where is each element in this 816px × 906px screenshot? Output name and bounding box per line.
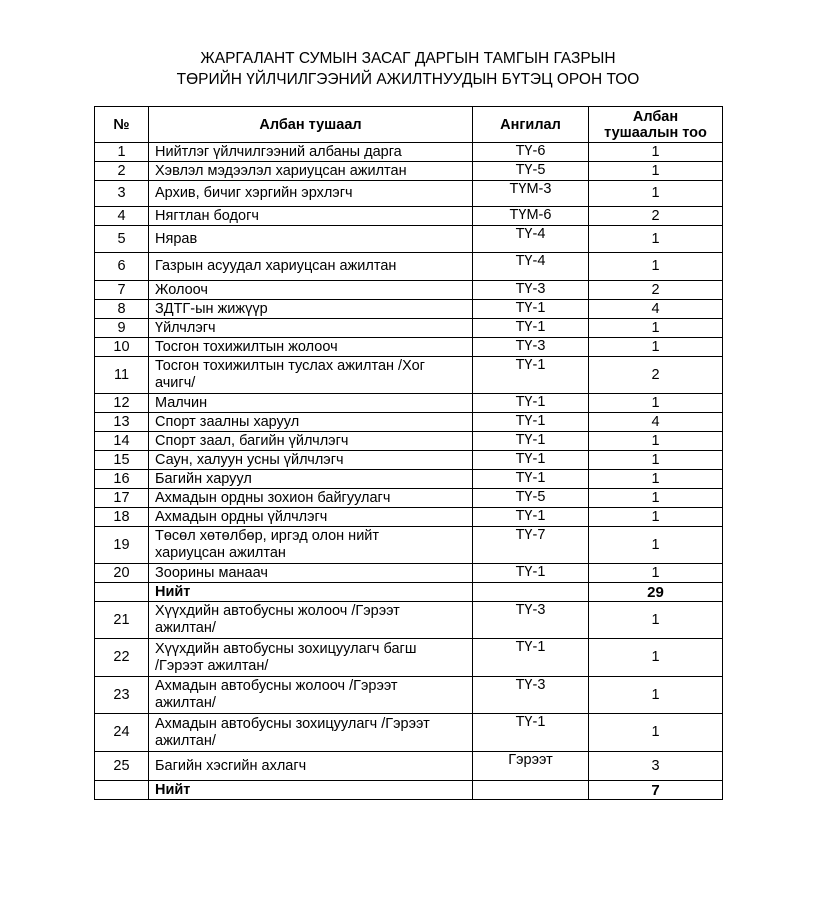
row-category: ТҮ-1 [473,639,589,677]
row-category: ТҮ-3 [473,602,589,639]
table-row [95,143,723,162]
row-count: 1 [589,489,723,508]
row-category: Гэрээт [473,752,589,781]
row-number: 12 [95,394,149,413]
position-line-1: Малчин [155,394,208,411]
total-count: 29 [589,583,723,602]
position-line-1: Тосгон тохижилтын жолооч [155,338,338,355]
position-line-1: ЗДТГ-ын жижүүр [155,300,268,317]
row-number: 20 [95,564,149,583]
table-row [95,639,723,677]
header-number: № [95,107,149,143]
row-count: 1 [589,338,723,357]
row-count: 1 [589,162,723,181]
table-row [95,489,723,508]
row-position [149,470,473,489]
row-count: 1 [589,714,723,752]
position-line-1: Спорт заалны харуул [155,413,300,430]
table-row [95,602,723,639]
table-row [95,564,723,583]
row-category: ТҮ-1 [473,564,589,583]
position-line-1: Зоорины манаач [155,564,268,581]
row-category: ТҮ-1 [473,451,589,470]
row-category: ТҮ-1 [473,470,589,489]
position-line-1: Үйлчлэгч [155,319,216,336]
table-row [95,677,723,714]
row-position [149,357,473,394]
header-count-line-1: Албан [632,108,679,125]
position-line-2: хариуцсан ажилтан [155,545,286,561]
row-position [149,300,473,319]
table-row [95,394,723,413]
total-row [95,583,723,602]
row-category: ТҮ-1 [473,319,589,338]
table-row [95,253,723,281]
row-category: ТҮ-1 [473,357,589,394]
table-header-row [95,107,723,143]
row-count: 4 [589,413,723,432]
row-category: ТҮМ-3 [473,181,589,207]
row-category: ТҮМ-6 [473,207,589,226]
table-row [95,508,723,527]
row-count: 1 [589,451,723,470]
row-count: 2 [589,281,723,300]
position-line-1: Газрын асуудал хариуцсан ажилтан [155,258,397,274]
position-line-1: Спорт заал, багийн үйлчлэгч [155,432,349,449]
row-count: 1 [589,226,723,253]
position-line-1: Жолооч [155,281,208,298]
table-row [95,413,723,432]
row-position [149,181,473,207]
row-count: 1 [589,394,723,413]
table-row [95,714,723,752]
row-position [149,281,473,300]
table-row [95,451,723,470]
header-category: Ангилал [473,107,589,143]
row-number: 15 [95,451,149,470]
position-line-1: Багийн харуул [155,470,252,487]
row-category: ТҮ-6 [473,143,589,162]
table-row [95,207,723,226]
row-category: ТҮ-4 [473,253,589,281]
title-line-1: ЖАРГАЛАНТ СУМЫН ЗАСАГ ДАРГЫН ТАМГЫН ГАЗРЫН [200,50,616,67]
position-line-1: Ахмадын ордны үйлчлэгч [155,508,328,525]
row-number: 14 [95,432,149,451]
row-position [149,489,473,508]
row-count: 1 [589,470,723,489]
position-line-1: Хүүхдийн автобусны жолооч /Гэрээт [155,603,400,619]
row-count: 1 [589,564,723,583]
position-line-1: Ахмадын автобусны зохицуулагч /Гэрээт [155,715,430,732]
row-position [149,752,473,781]
row-category: ТҮ-3 [473,677,589,714]
row-position [149,394,473,413]
row-position [149,413,473,432]
position-line-1: Хүүхдийн автобусны зохицуулагч багш [155,640,417,657]
row-position [149,451,473,470]
position-line-2: ачигч/ [155,375,196,391]
table-row [95,527,723,564]
row-number: 4 [95,207,149,226]
table-row [95,470,723,489]
row-category: ТҮ-1 [473,714,589,752]
row-position [149,527,473,564]
position-line-1: Нягтлан бодогч [155,207,259,224]
row-number: 18 [95,508,149,527]
row-count: 1 [589,677,723,714]
row-count: 1 [589,508,723,527]
row-number: 1 [95,143,149,162]
staff-table [94,106,723,800]
row-position [149,143,473,162]
total-label: Нийт [149,583,473,602]
row-count: 1 [589,253,723,281]
header-count-line-2: тушаалын тоо [604,124,707,141]
total-count: 7 [589,781,723,800]
table-row [95,432,723,451]
position-line-2: /Гэрээт ажилтан/ [155,657,269,674]
position-line-1: Нийтлэг үйлчилгээний албаны дарга [155,143,402,160]
position-line-1: Архив, бичиг хэргийн эрхлэгч [155,185,353,201]
row-number: 17 [95,489,149,508]
position-line-1: Саун, халуун усны үйлчлэгч [155,451,344,468]
row-category: ТҮ-3 [473,338,589,357]
row-count: 2 [589,207,723,226]
position-line-2: ажилтан/ [155,620,216,636]
row-category: ТҮ-5 [473,162,589,181]
table-row [95,357,723,394]
row-position [149,207,473,226]
row-count: 3 [589,752,723,781]
row-position [149,714,473,752]
position-line-1: Төсөл хөтөлбөр, иргэд олон нийт [155,528,380,544]
row-count: 1 [589,319,723,338]
row-position [149,338,473,357]
row-position [149,639,473,677]
row-number: 22 [95,639,149,677]
table-row [95,162,723,181]
row-category: ТҮ-1 [473,432,589,451]
row-position [149,162,473,181]
row-number: 25 [95,752,149,781]
position-line-2: ажилтан/ [155,732,216,749]
row-count: 1 [589,602,723,639]
row-count: 4 [589,300,723,319]
row-position [149,226,473,253]
title-line-2: ТӨРИЙН ҮЙЛЧИЛГЭЭНИЙ АЖИЛТНУУДЫН БҮТЭЦ ОРОН ТОО [176,71,640,88]
total-number-empty [95,583,149,602]
row-number: 7 [95,281,149,300]
row-count: 1 [589,143,723,162]
row-position [149,253,473,281]
table-row [95,300,723,319]
table-row [95,181,723,207]
row-category: ТҮ-1 [473,300,589,319]
position-line-1: Тосгон тохижилтын туслах ажилтан /Хог [155,358,425,374]
row-position [149,602,473,639]
row-count: 1 [589,639,723,677]
row-position [149,319,473,338]
document-title [0,48,816,90]
row-count: 1 [589,432,723,451]
table-row [95,319,723,338]
table-row [95,281,723,300]
table-row [95,752,723,781]
row-number: 16 [95,470,149,489]
row-count: 1 [589,181,723,207]
row-number: 9 [95,319,149,338]
position-line-1: Хэвлэл мэдээлэл хариуцсан ажилтан [155,162,407,179]
row-category: ТҮ-4 [473,226,589,253]
row-number: 23 [95,677,149,714]
header-position: Албан тушаал [149,107,473,143]
header-count [589,107,723,143]
row-number: 11 [95,357,149,394]
row-category: ТҮ-1 [473,508,589,527]
position-line-1: Нярав [155,230,198,247]
row-position [149,564,473,583]
row-category: ТҮ-7 [473,527,589,564]
table-row [95,226,723,253]
row-number: 5 [95,226,149,253]
row-number: 19 [95,527,149,564]
row-number: 13 [95,413,149,432]
row-number: 2 [95,162,149,181]
row-category: ТҮ-1 [473,413,589,432]
table-row [95,338,723,357]
row-number: 24 [95,714,149,752]
total-category-empty [473,583,589,602]
position-line-1: Багийн хэсгийн ахлагч [155,757,307,774]
total-row [95,781,723,800]
row-position [149,432,473,451]
row-count: 1 [589,527,723,564]
row-number: 6 [95,253,149,281]
total-number-empty [95,781,149,800]
position-line-1: Ахмадын автобусны жолооч /Гэрээт [155,678,398,694]
row-category: ТҮ-3 [473,281,589,300]
row-count: 2 [589,357,723,394]
row-number: 21 [95,602,149,639]
row-position [149,508,473,527]
total-category-empty [473,781,589,800]
position-line-2: ажилтан/ [155,695,216,711]
row-category: ТҮ-5 [473,489,589,508]
position-line-1: Ахмадын ордны зохион байгуулагч [155,489,391,506]
row-position [149,677,473,714]
row-number: 3 [95,181,149,207]
total-label: Нийт [149,781,473,800]
row-number: 10 [95,338,149,357]
row-number: 8 [95,300,149,319]
row-category: ТҮ-1 [473,394,589,413]
